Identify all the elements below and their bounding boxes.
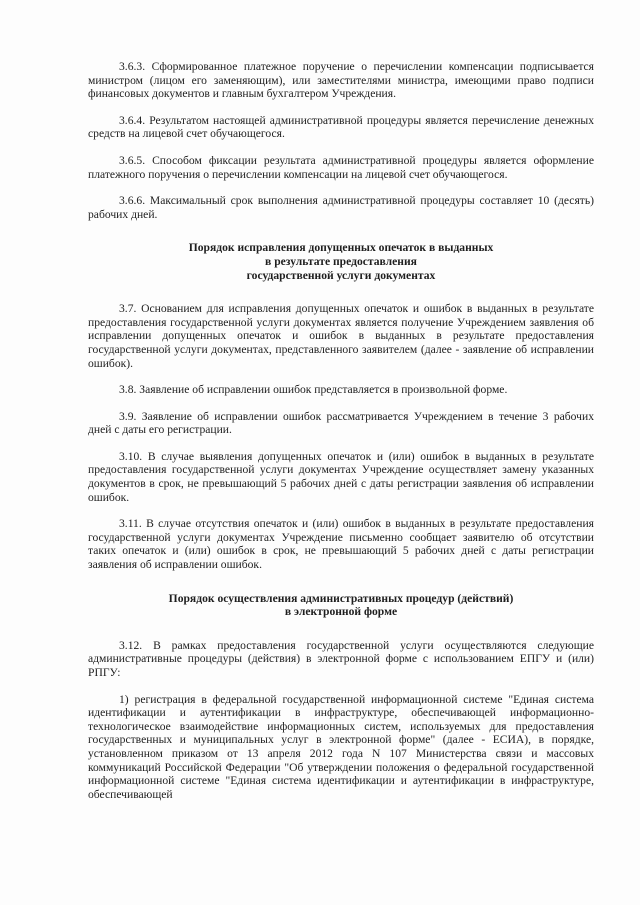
paragraph-3-6-5: 3.6.5. Способом фиксации результата административной процедуры является оформление платежного поручения о перечислении компенсации на лицевой счет обучающегося. bbox=[88, 153, 594, 181]
paragraph-3-8: 3.8. Заявление об исправлении ошибок представляется в произвольной форме. bbox=[119, 383, 508, 397]
paragraph-3-9: 3.9. Заявление об исправлении ошибок рассматривается Учреждением в течение 3 рабочих дней с даты его регистрации. bbox=[88, 409, 594, 437]
heading-line: в результате предоставления bbox=[265, 254, 417, 268]
paragraph-3-6-6: 3.6.6. Максимальный срок выполнения административной процедуры составляет 10 (десять) рабочих дней. bbox=[88, 194, 594, 221]
heading-line: Порядок исправления допущенных опечаток в выданных bbox=[188, 241, 494, 255]
heading-line: Порядок осуществления административных процедур (действий) bbox=[168, 591, 514, 605]
paragraph-item-1: 1) регистрация в федеральной государственной информационной системе "Единая система идентификации и аутентификации в инфраструктуре, обеспечивающей информационно-технологическое взаимодействие информационных систем, используемых для предоставления государственных и муниципальных услуг в электронной форме" (далее - ЕСИА), в порядке, установленном приказом от 13 апреля 2012 года N 107 Министерства связи и массовых коммуникаций Российской Федерации "Об утверждении положения о федеральной государственной информационной системе "Единая система идентификации и аутентификации в инфраструктуре, обеспечивающей bbox=[88, 692, 594, 801]
section-heading-electronic bbox=[88, 592, 594, 619]
section-heading-corrections bbox=[88, 241, 594, 282]
document-body bbox=[88, 60, 594, 801]
paragraph-3-12: 3.12. В рамках предоставления государственной услуги осуществляются следующие административные процедуры (действия) в электронной форме с использованием ЕПГУ и (или) РПГУ: bbox=[88, 638, 594, 679]
paragraph-3-11: 3.11. В случае отсутствия опечаток и (или) ошибок в выданных в результате предоставления государственной услуги документах Учреждение письменно сообщает заявителю об отсутствии таких опечаток и (или) ошибок в срок, не превышающий 5 рабочих дней с даты регистрации заявления об исправлении ошибок. bbox=[88, 517, 594, 572]
heading-line: государственной услуги документах bbox=[246, 268, 436, 282]
paragraph-3-6-4: 3.6.4. Результатом настоящей административной процедуры является перечисление денежных средств на лицевой счет обучающегося. bbox=[88, 113, 594, 141]
paragraph-3-10: 3.10. В случае выявления допущенных опечаток и (или) ошибок в выданных в результате предоставления государственной услуги документах Учреждение осуществляет замену указанных документов в срок, не превышающий 5 рабочих дней с даты регистрации заявления об исправлении ошибок. bbox=[88, 449, 594, 504]
paragraph-3-6-3: 3.6.3. Сформированное платежное поручение о перечислении компенсации подписывается министром (лицом его заменяющим), или заместителями министра, имеющими право подписи финансовых документов и главным бухгалтером Учреждения. bbox=[88, 60, 594, 101]
heading-line: в электронной форме bbox=[284, 605, 398, 619]
paragraph-3-7: 3.7. Основанием для исправления допущенных опечаток и ошибок в выданных в результате предоставления государственной услуги документах является получение Учреждением заявления об исправлении допущенных опечаток и ошибок в выданных в результате предоставления государственной услуги документах, представленного заявителем (далее - заявление об исправлении ошибок). bbox=[88, 302, 594, 370]
